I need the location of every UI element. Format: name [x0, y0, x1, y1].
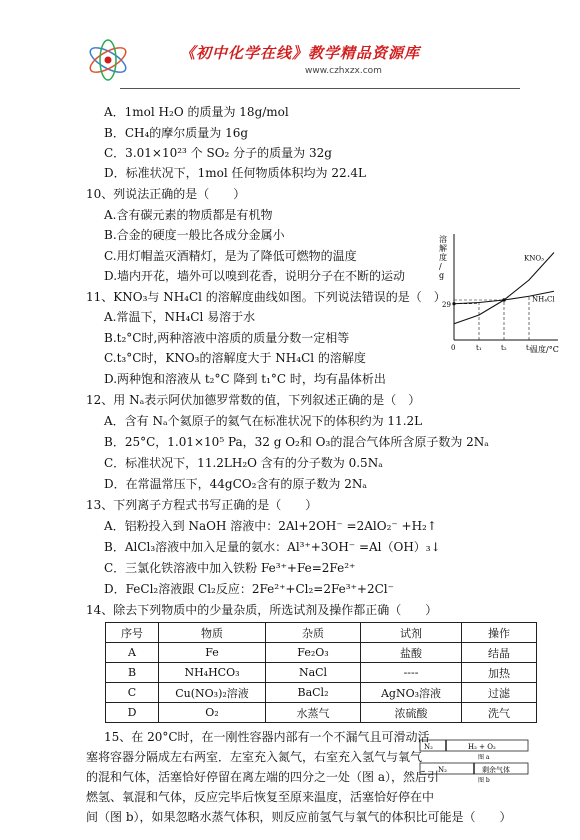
y-axis-label-char: 溶 [439, 235, 447, 244]
table-header-row [106, 623, 537, 643]
table-cell: 水蒸气 [266, 703, 361, 723]
q11-option-c: C.t₃°C时，KNO₃的溶解度大于 NH₄Cl 的溶解度 [104, 351, 366, 365]
q12-option-d: D．在常温常压下，44gCO₂含有的原子数为 2Nₐ [104, 477, 367, 491]
diagram-b-right: 剩余气体 [482, 766, 510, 774]
piston-diagram [418, 738, 530, 788]
q11-option-a: A.常温下，NH₄Cl 易溶于水 [104, 310, 256, 324]
q11-option-d: D.两种饱和溶液从 t₂°C 降到 t₁°C 时，均有晶体析出 [104, 372, 386, 386]
table-cell: 浓硫酸 [361, 703, 462, 723]
q12-option-c: C．标准状况下，11.2LH₂O 含有的分子数为 0.5Nₐ [104, 456, 383, 470]
table-cell: 洗气 [462, 703, 537, 723]
table-cell: Fe₂O₃ [266, 643, 361, 663]
y-axis-label-char: / [439, 262, 442, 271]
table-cell: NH₄HCO₃ [159, 663, 266, 683]
molecule-logo-icon [84, 36, 132, 84]
q12-option-b: B．25°C，1.01×10⁵ Pa，32 g O₂和 O₃的混合气体所含原子数为 2Nₐ [104, 435, 489, 449]
q11-option-b: B.t₂°C时,两种溶液中溶质的质量分数一定相等 [104, 331, 350, 345]
table-cell: AgNO₃溶液 [361, 683, 462, 703]
y-axis-label-char: 度 [439, 253, 447, 262]
q9-option-c: C．3.01×10²³ 个 SO₂ 分子的质量为 32g [104, 146, 332, 160]
y-tick-label: 29 [442, 300, 451, 309]
x-tick-label: t₁ [476, 344, 482, 352]
q13-option-b: B．AlCl₃溶液中加入足量的氨水：Al³⁺+3OH⁻ =Al（OH）₃↓ [104, 540, 441, 554]
header-divider [120, 88, 520, 89]
q15-line-4: 燃氢、氧混和气体，反应完毕后恢复至原来温度，活塞恰好停在中 [86, 790, 435, 804]
q9-option-b: B．CH₄的摩尔质量为 16g [104, 126, 249, 140]
intersection-point [502, 298, 506, 302]
q12-stem: 12、用 Nₐ表示阿伏加德罗常数的值，下列叙述正确的是（ ） [86, 393, 421, 407]
q10-option-a: A.含有碳元素的物质都是有机物 [104, 208, 273, 222]
series-label: KNO₃ [524, 254, 544, 263]
table-cell: O₂ [159, 703, 266, 723]
q13-option-d: D．FeCl₂溶液跟 Cl₂反应：2Fe²⁺+Cl₂=2Fe³⁺+2Cl⁻ [104, 582, 394, 596]
table-header: 序号 [106, 623, 159, 643]
diagram-b-caption: 图 b [478, 777, 490, 784]
table-row [106, 663, 537, 683]
q11-stem: 11、KNO₃与 NH₄Cl 的溶解度曲线如图。下列说法错误的是（ ） [86, 290, 446, 304]
q15-line-2: 塞将容器分隔成左右两室．左室充入氮气，右室充入氢气与氧气 [86, 750, 423, 764]
header-banner [70, 36, 520, 98]
q9-option-a: A．1mol H₂O 的质量为 18g/mol [104, 105, 289, 119]
q10-option-c: C.用灯帽盖灭酒精灯，是为了降低可燃物的温度 [104, 249, 357, 263]
table-row [106, 643, 537, 663]
table-cell: 结晶 [462, 643, 537, 663]
q10-option-b: B.合金的硬度一般比各成分金属小 [104, 228, 285, 242]
q10-option-d: D.墙内开花，墙外可以嗅到花香，说明分子在不断的运动 [104, 269, 406, 283]
table-cell: A [106, 643, 159, 663]
diagram-a-left: N₂ [424, 743, 433, 751]
impurity-table [105, 622, 537, 723]
table-header: 操作 [462, 623, 537, 643]
x-axis-label: 温度/°C [530, 345, 559, 354]
table-row [106, 683, 537, 703]
table-cell: C [106, 683, 159, 703]
table-cell: 过滤 [462, 683, 537, 703]
q15-line-5: 间（图 b），如果忽略水蒸气体积，则反应前氢气与氧气的体积比可能是（ ） [86, 810, 512, 824]
table-header: 物质 [159, 623, 266, 643]
q14-stem: 14、除去下列物质中的少量杂质，所选试剂及操作都正确（ ） [86, 603, 438, 617]
table-cell: D [106, 703, 159, 723]
table-cell: 加热 [462, 663, 537, 683]
q15-line-3: 的混和气体，活塞恰好停留在离左端的四分之一处（图 a），然后引 [86, 770, 439, 784]
diagram-b-left: N₂ [438, 766, 447, 774]
q15-line-1: 15、在 20°C时，在一刚性容器内部有一个不漏气且可滑动活 [104, 730, 430, 744]
series-label: NH₄Cl [532, 295, 555, 304]
table-header: 试剂 [361, 623, 462, 643]
table-cell: Cu(NO₃)₂溶液 [159, 683, 266, 703]
y-intercept-point [452, 302, 455, 305]
table-cell: B [106, 663, 159, 683]
diagram-a-caption: 图 a [478, 754, 490, 761]
x-tick-label: 0 [451, 344, 456, 352]
x-tick-label: t₃ [526, 344, 532, 352]
y-axis-label-char: g [439, 271, 445, 280]
q13-stem: 13、下列离子方程式书写正确的是（ ） [86, 498, 318, 512]
table-cell: NaCl [266, 663, 361, 683]
x-tick-label: t₂ [501, 344, 507, 352]
banner-title: 《初中化学在线》教学精品资源库 [180, 44, 421, 62]
y-axis-label-char: 解 [439, 244, 447, 253]
table-cell: Fe [159, 643, 266, 663]
diagram-a-right: H₂ + O₂ [468, 743, 496, 751]
q10-stem: 10、列说法正确的是（ ） [86, 187, 246, 201]
banner-url: www.czhxzx.com [305, 66, 382, 76]
q13-option-a: A．铝粉投入到 NaOH 溶液中：2Al+2OH⁻ =2AlO₂⁻ +H₂↑ [104, 519, 437, 533]
table-cell: 盐酸 [361, 643, 462, 663]
q9-option-d: D．标准状况下，1mol 任何物质体积均为 22.4L [104, 166, 367, 180]
q13-option-c: C．三氯化铁溶液中加入铁粉 Fe³⁺+Fe=2Fe²⁺ [104, 561, 356, 575]
table-cell: ---- [361, 663, 462, 683]
q12-option-a: A．含有 Nₐ个氦原子的氦气在标准状况下的体积约为 11.2L [104, 414, 423, 428]
table-cell: BaCl₂ [266, 683, 361, 703]
table-row [106, 703, 537, 723]
solubility-chart [436, 230, 562, 360]
table-header: 杂质 [266, 623, 361, 643]
